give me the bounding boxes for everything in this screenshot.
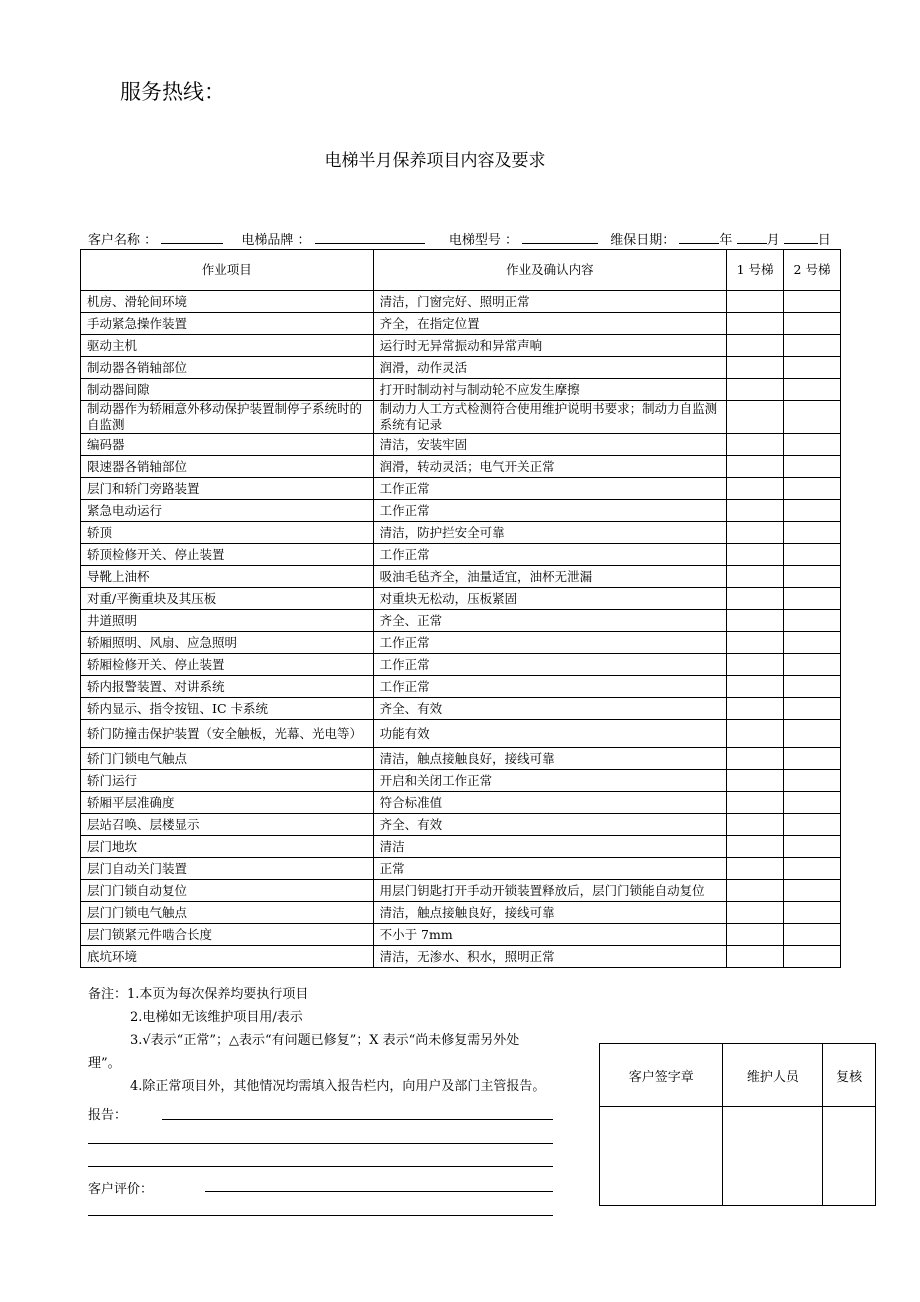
row-item: 导靴上油杯 xyxy=(81,566,374,588)
row-item: 手动紧急操作装置 xyxy=(81,313,374,335)
table-row xyxy=(81,456,841,478)
elevator-1-check-cell[interactable] xyxy=(727,522,784,544)
elevator-2-check-cell[interactable] xyxy=(784,858,841,880)
table-row xyxy=(81,335,841,357)
elevator-1-check-cell[interactable] xyxy=(727,401,784,434)
review-cell[interactable] xyxy=(823,1107,876,1206)
elevator-2-check-cell[interactable] xyxy=(784,698,841,720)
row-item: 制动器间隙 xyxy=(81,379,374,401)
table-row xyxy=(81,610,841,632)
row-item: 层门和轿门旁路装置 xyxy=(81,478,374,500)
row-content: 齐全，在指定位置 xyxy=(373,313,727,335)
header-elevator-1: 1 号梯 xyxy=(727,250,784,291)
table-row xyxy=(81,544,841,566)
table-row xyxy=(81,522,841,544)
elevator-2-check-cell[interactable] xyxy=(784,836,841,858)
row-item: 层门自动关门装置 xyxy=(81,858,374,880)
elevator-1-check-cell[interactable] xyxy=(727,566,784,588)
row-content: 清洁，触点接触良好，接线可靠 xyxy=(373,748,727,770)
maintenance-table xyxy=(80,249,841,968)
elevator-2-check-cell[interactable] xyxy=(784,814,841,836)
row-content: 工作正常 xyxy=(373,478,727,500)
row-item: 层门门锁电气触点 xyxy=(81,902,374,924)
row-content: 清洁，防护拦安全可靠 xyxy=(373,522,727,544)
report-line-2[interactable] xyxy=(88,1143,553,1144)
elevator-1-check-cell[interactable] xyxy=(727,335,784,357)
elevator-1-check-cell[interactable] xyxy=(727,610,784,632)
row-item: 对重/平衡重块及其压板 xyxy=(81,588,374,610)
row-item: 驱动主机 xyxy=(81,335,374,357)
row-content: 制动力人工方式检测符合使用维护说明书要求；制动力自监测系统有记录 xyxy=(373,401,727,434)
eval-line-2[interactable] xyxy=(88,1215,553,1216)
table-row xyxy=(81,770,841,792)
row-content: 符合标准值 xyxy=(373,792,727,814)
elevator-2-check-cell[interactable] xyxy=(784,313,841,335)
row-item: 机房、滑轮间环境 xyxy=(81,291,374,313)
customer-eval-label: 客户评价： xyxy=(88,1182,154,1197)
note-3: 3.√表示“正常”；△表示“有问题已修复”；X 表示“尚未修复需另外处 xyxy=(130,1033,520,1048)
elevator-2-check-cell[interactable] xyxy=(784,676,841,698)
year-blank[interactable] xyxy=(679,231,719,244)
row-content: 吸油毛毡齐全，油量适宜，油杯无泄漏 xyxy=(373,566,727,588)
row-item: 编码器 xyxy=(81,434,374,456)
elevator-2-check-cell[interactable] xyxy=(784,456,841,478)
row-item: 轿门运行 xyxy=(81,770,374,792)
elevator-1-check-cell[interactable] xyxy=(727,814,784,836)
row-content: 清洁，门窗完好、照明正常 xyxy=(373,291,727,313)
row-item: 轿顶检修开关、停止装置 xyxy=(81,544,374,566)
elevator-1-check-cell[interactable] xyxy=(727,478,784,500)
row-content: 清洁，触点接触良好，接线可靠 xyxy=(373,902,727,924)
elevator-2-check-cell[interactable] xyxy=(784,379,841,401)
elevator-2-check-cell[interactable] xyxy=(784,748,841,770)
row-item: 轿门防撞击保护装置（安全触板，光幕、光电等） xyxy=(81,720,374,748)
page-title: 电梯半月保养项目内容及要求 xyxy=(324,151,546,171)
elevator-2-check-cell[interactable] xyxy=(784,880,841,902)
row-content: 运行时无异常振动和异常声响 xyxy=(373,335,727,357)
table-row xyxy=(81,291,841,313)
row-item: 轿门门锁电气触点 xyxy=(81,748,374,770)
elevator-1-check-cell[interactable] xyxy=(727,946,784,968)
row-content: 齐全、有效 xyxy=(373,814,727,836)
table-row xyxy=(81,698,841,720)
maintainer-header: 维护人员 xyxy=(723,1044,823,1107)
row-item: 轿厢照明、风扇、应急照明 xyxy=(81,632,374,654)
row-content: 工作正常 xyxy=(373,500,727,522)
report-line-1[interactable] xyxy=(162,1119,553,1120)
row-content: 工作正常 xyxy=(373,654,727,676)
header-content: 作业及确认内容 xyxy=(373,250,727,291)
model-label: 电梯型号 ： xyxy=(448,233,518,248)
row-content: 润滑，转动灵活；电气开关正常 xyxy=(373,456,727,478)
header-item: 作业项目 xyxy=(81,250,374,291)
note-1: 备注：1.本页为每次保养均要执行项目 xyxy=(88,987,309,1002)
row-content: 工作正常 xyxy=(373,676,727,698)
signature-header-row xyxy=(600,1044,876,1107)
brand-label: 电梯品牌 ： xyxy=(241,233,311,248)
row-item: 底坑环境 xyxy=(81,946,374,968)
table-row xyxy=(81,946,841,968)
elevator-1-check-cell[interactable] xyxy=(727,924,784,946)
table-row xyxy=(81,401,841,434)
elevator-1-check-cell[interactable] xyxy=(727,720,784,748)
row-item: 紧急电动运行 xyxy=(81,500,374,522)
elevator-2-check-cell[interactable] xyxy=(784,522,841,544)
report-line-3[interactable] xyxy=(88,1166,553,1167)
elevator-1-check-cell[interactable] xyxy=(727,654,784,676)
table-row xyxy=(81,588,841,610)
table-row xyxy=(81,357,841,379)
row-content: 齐全、有效 xyxy=(373,698,727,720)
elevator-2-check-cell[interactable] xyxy=(784,770,841,792)
elevator-1-check-cell[interactable] xyxy=(727,544,784,566)
table-row xyxy=(81,676,841,698)
elevator-1-check-cell[interactable] xyxy=(727,748,784,770)
elevator-2-check-cell[interactable] xyxy=(784,566,841,588)
day-blank[interactable] xyxy=(784,231,818,244)
elevator-1-check-cell[interactable] xyxy=(727,836,784,858)
row-content: 齐全、正常 xyxy=(373,610,727,632)
table-row xyxy=(81,792,841,814)
row-item: 轿厢检修开关、停止装置 xyxy=(81,654,374,676)
row-content: 对重块无松动，压板紧固 xyxy=(373,588,727,610)
table-row xyxy=(81,379,841,401)
elevator-1-check-cell[interactable] xyxy=(727,357,784,379)
row-item: 制动器作为轿厢意外移动保护装置制停子系统时的自监测 xyxy=(81,401,374,434)
elevator-2-check-cell[interactable] xyxy=(784,610,841,632)
elevator-2-check-cell[interactable] xyxy=(784,632,841,654)
year-label: 年 xyxy=(719,233,733,248)
elevator-2-check-cell[interactable] xyxy=(784,291,841,313)
elevator-2-check-cell[interactable] xyxy=(784,654,841,676)
elevator-1-check-cell[interactable] xyxy=(727,632,784,654)
elevator-1-check-cell[interactable] xyxy=(727,858,784,880)
hotline-label: 服务热线： xyxy=(120,80,225,104)
model-blank[interactable] xyxy=(522,231,598,244)
day-label: 日 xyxy=(817,233,831,248)
row-content: 打开时制动衬与制动轮不应发生摩擦 xyxy=(373,379,727,401)
elevator-2-check-cell[interactable] xyxy=(784,946,841,968)
elevator-1-check-cell[interactable] xyxy=(727,698,784,720)
row-content: 清洁，无渗水、积水，照明正常 xyxy=(373,946,727,968)
signature-body-row xyxy=(600,1107,876,1206)
info-line xyxy=(88,229,831,248)
customer-seal-header: 客户签字章 xyxy=(600,1044,723,1107)
table-row xyxy=(81,313,841,335)
review-header: 复核 xyxy=(823,1044,876,1107)
note-2: 2.电梯如无该维护项目用/表示 xyxy=(130,1010,303,1025)
row-item: 轿内显示、指令按钮、IC 卡系统 xyxy=(81,698,374,720)
table-row xyxy=(81,902,841,924)
row-item: 轿厢平层准确度 xyxy=(81,792,374,814)
table-row xyxy=(81,858,841,880)
maintainer-cell[interactable] xyxy=(723,1107,823,1206)
row-item: 轿内报警装置、对讲系统 xyxy=(81,676,374,698)
elevator-2-check-cell[interactable] xyxy=(784,500,841,522)
elevator-2-check-cell[interactable] xyxy=(784,720,841,748)
table-row xyxy=(81,434,841,456)
eval-line-1[interactable] xyxy=(205,1191,553,1192)
elevator-1-check-cell[interactable] xyxy=(727,500,784,522)
row-item: 制动器各销轴部位 xyxy=(81,357,374,379)
elevator-1-check-cell[interactable] xyxy=(727,676,784,698)
row-item: 层门锁紧元件啮合长度 xyxy=(81,924,374,946)
elevator-1-check-cell[interactable] xyxy=(727,379,784,401)
elevator-2-check-cell[interactable] xyxy=(784,401,841,434)
row-content: 不小于 7mm xyxy=(373,924,727,946)
elevator-2-check-cell[interactable] xyxy=(784,544,841,566)
row-content: 工作正常 xyxy=(373,632,727,654)
elevator-2-check-cell[interactable] xyxy=(784,792,841,814)
elevator-1-check-cell[interactable] xyxy=(727,456,784,478)
elevator-1-check-cell[interactable] xyxy=(727,291,784,313)
table-row xyxy=(81,836,841,858)
signature-table xyxy=(599,1043,876,1206)
elevator-2-check-cell[interactable] xyxy=(784,434,841,456)
table-row xyxy=(81,566,841,588)
row-content: 用层门钥匙打开手动开锁装置释放后，层门门锁能自动复位 xyxy=(373,880,727,902)
month-blank[interactable] xyxy=(737,231,767,244)
table-row xyxy=(81,500,841,522)
table-row xyxy=(81,632,841,654)
table-row xyxy=(81,814,841,836)
row-item: 限速器各销轴部位 xyxy=(81,456,374,478)
table-header-row xyxy=(81,250,841,291)
table-row xyxy=(81,924,841,946)
table-row xyxy=(81,720,841,748)
row-item: 轿顶 xyxy=(81,522,374,544)
header-elevator-2: 2 号梯 xyxy=(784,250,841,291)
table-row xyxy=(81,880,841,902)
row-item: 层门门锁自动复位 xyxy=(81,880,374,902)
elevator-2-check-cell[interactable] xyxy=(784,478,841,500)
row-content: 功能有效 xyxy=(373,720,727,748)
elevator-2-check-cell[interactable] xyxy=(784,357,841,379)
row-content: 开启和关闭工作正常 xyxy=(373,770,727,792)
row-content: 工作正常 xyxy=(373,544,727,566)
elevator-1-check-cell[interactable] xyxy=(727,880,784,902)
row-content: 清洁，安装牢固 xyxy=(373,434,727,456)
row-content: 正常 xyxy=(373,858,727,880)
customer-seal-cell[interactable] xyxy=(600,1107,723,1206)
elevator-2-check-cell[interactable] xyxy=(784,924,841,946)
elevator-1-check-cell[interactable] xyxy=(727,770,784,792)
elevator-1-check-cell[interactable] xyxy=(727,588,784,610)
brand-blank[interactable] xyxy=(315,231,425,244)
elevator-1-check-cell[interactable] xyxy=(727,902,784,924)
note-3-cont: 理”。 xyxy=(88,1056,121,1071)
table-row xyxy=(81,748,841,770)
elevator-1-check-cell[interactable] xyxy=(727,792,784,814)
note-4: 4.除正常项目外，其他情况均需填入报告栏内，向用户及部门主管报告。 xyxy=(130,1079,546,1094)
elevator-2-check-cell[interactable] xyxy=(784,902,841,924)
month-label: 月 xyxy=(766,233,780,248)
customer-label: 客户名称 ： xyxy=(88,233,158,248)
row-item: 层站召唤、层楼显示 xyxy=(81,814,374,836)
customer-blank[interactable] xyxy=(161,231,223,244)
row-content: 清洁 xyxy=(373,836,727,858)
elevator-2-check-cell[interactable] xyxy=(784,588,841,610)
table-row xyxy=(81,654,841,676)
table-row xyxy=(81,478,841,500)
elevator-1-check-cell[interactable] xyxy=(727,434,784,456)
row-content: 润滑，动作灵活 xyxy=(373,357,727,379)
notes xyxy=(88,983,598,1098)
elevator-2-check-cell[interactable] xyxy=(784,335,841,357)
row-item: 井道照明 xyxy=(81,610,374,632)
row-item: 层门地坎 xyxy=(81,836,374,858)
report-label: 报告： xyxy=(88,1108,128,1123)
date-label: 维保日期： xyxy=(610,233,676,248)
elevator-1-check-cell[interactable] xyxy=(727,313,784,335)
